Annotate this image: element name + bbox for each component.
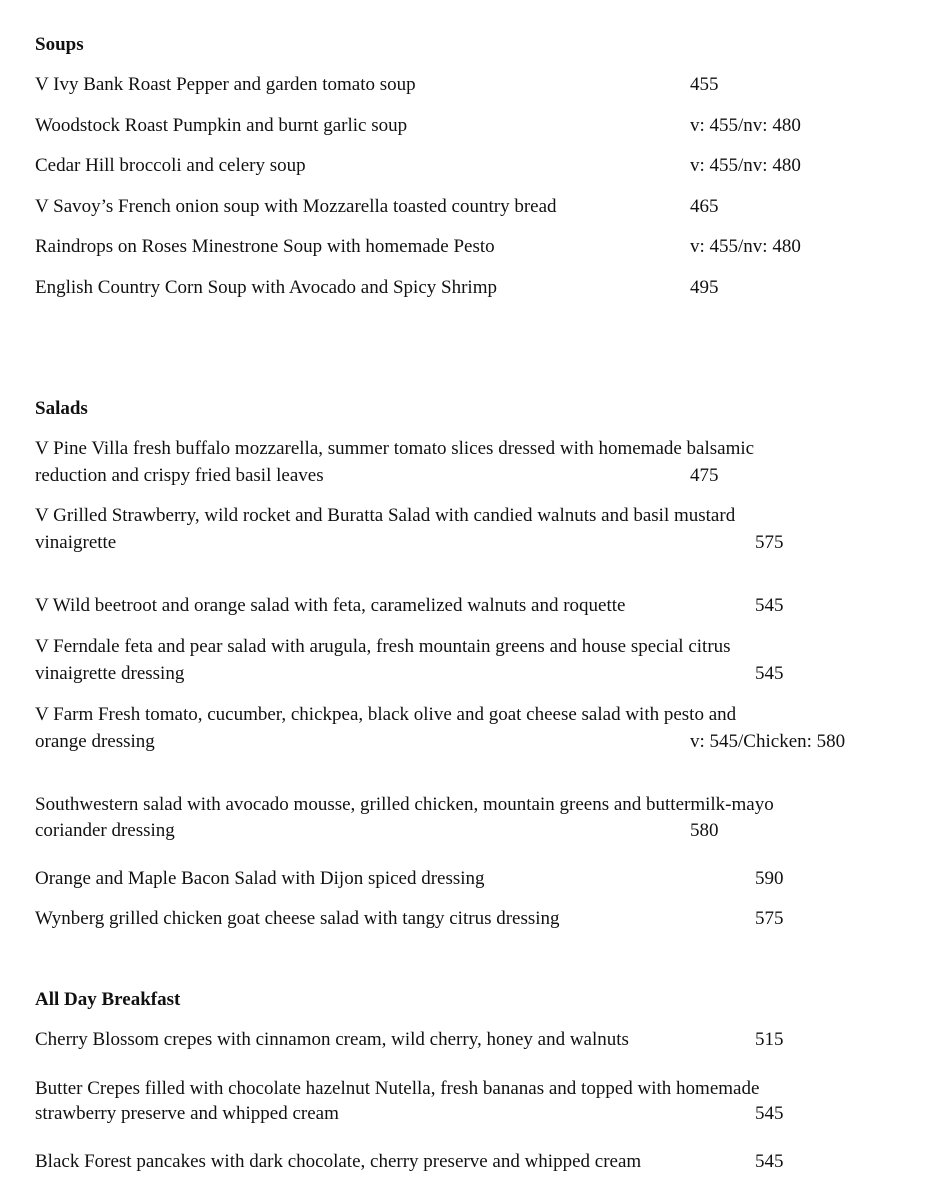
salad-item-line: V Pine Villa fresh buffalo mozzarella, summer tomato slices dressed with homemade balsamic — [35, 438, 755, 459]
soups-heading: Soups — [35, 34, 84, 55]
breakfast-item-price: 515 — [755, 1029, 784, 1050]
salad-item-line: V Ferndale feta and pear salad with arugula, fresh mountain greens and house special citrus — [35, 636, 731, 657]
salad-item-line: vinaigrette dressing — [35, 663, 185, 684]
soup-item-price: 455 — [690, 74, 719, 95]
soup-item-name: Woodstock Roast Pumpkin and burnt garlic soup — [35, 115, 408, 136]
salad-item-line: Wynberg grilled chicken goat cheese salad with tangy citrus dressing — [35, 908, 560, 929]
soup-item-name: V Ivy Bank Roast Pepper and garden tomato soup — [35, 74, 416, 95]
salad-item-line: reduction and crispy fried basil leaves — [35, 465, 324, 486]
soup-item-name: Cedar Hill broccoli and celery soup — [35, 155, 306, 176]
breakfast-item-line: Black Forest pancakes with dark chocolate, cherry preserve and whipped cream — [35, 1151, 642, 1172]
salad-item-line: V Farm Fresh tomato, cucumber, chickpea, black olive and goat cheese salad with pesto and — [35, 704, 737, 725]
soup-item-price: 465 — [690, 196, 719, 217]
salad-item-line: vinaigrette — [35, 532, 117, 553]
salad-item-line: Orange and Maple Bacon Salad with Dijon spiced dressing — [35, 868, 485, 889]
soup-item-name: V Savoy’s French onion soup with Mozzarella toasted country bread — [35, 196, 557, 217]
salad-item-price: 545 — [755, 663, 784, 684]
salad-item-line: coriander dressing — [35, 820, 175, 841]
salad-item-line: V Grilled Strawberry, wild rocket and Buratta Salad with candied walnuts and basil mustard — [35, 505, 736, 526]
salad-item-price: 580 — [690, 820, 719, 841]
soup-item-name: English Country Corn Soup with Avocado and Spicy Shrimp — [35, 277, 497, 298]
breakfast-item-price: 545 — [755, 1151, 784, 1172]
breakfast-item-line: strawberry preserve and whipped cream — [35, 1103, 339, 1124]
soup-item-price: v: 455/nv: 480 — [690, 115, 801, 136]
breakfast-item-line: Cherry Blossom crepes with cinnamon cream, wild cherry, honey and walnuts — [35, 1029, 629, 1050]
salad-item-price: 575 — [755, 908, 784, 929]
breakfast-heading: All Day Breakfast — [35, 989, 181, 1010]
salad-item-price: 545 — [755, 595, 784, 616]
salad-item-price: 590 — [755, 868, 784, 889]
soup-item-price: v: 455/nv: 480 — [690, 236, 801, 257]
soup-item-price: v: 455/nv: 480 — [690, 155, 801, 176]
soup-item-price: 495 — [690, 277, 719, 298]
soup-item-name: Raindrops on Roses Minestrone Soup with homemade Pesto — [35, 236, 495, 257]
salad-item-line: V Wild beetroot and orange salad with feta, caramelized walnuts and roquette — [35, 595, 626, 616]
salad-item-line: Southwestern salad with avocado mousse, grilled chicken, mountain greens and buttermilk-mayo — [35, 794, 774, 815]
salad-item-price: 475 — [690, 465, 719, 486]
breakfast-item-line: Butter Crepes filled with chocolate hazelnut Nutella, fresh bananas and topped with homemade — [35, 1078, 760, 1099]
salad-item-price: 575 — [755, 532, 784, 553]
salad-item-price: v: 545/Chicken: 580 — [690, 731, 846, 752]
breakfast-item-price: 545 — [755, 1103, 784, 1124]
salads-heading: Salads — [35, 398, 88, 419]
salad-item-line: orange dressing — [35, 731, 155, 752]
